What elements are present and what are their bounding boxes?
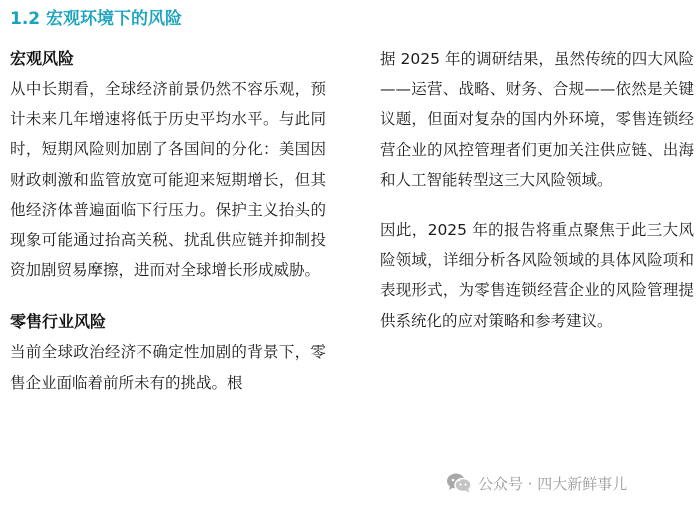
watermark (446, 470, 627, 496)
wechat-icon (446, 472, 472, 494)
report-focus-paragraph: 因此，2025 年的报告将重点聚焦于此三大风险领域，详细分析各风险领域的具体风险项和表现形式，为零售连锁经营企业的风险管理提供系统化的应对策略和参考建议。 (380, 221, 694, 330)
page-header (0, 0, 700, 33)
section-spacer (10, 285, 326, 307)
survey-paragraph: 据 2025 年的调研结果，虽然传统的四大风险——运营、战略、财务、合规——依然是关键议题，但面对复杂的国内外环境，零售连锁经营企业的风控管理者们更加关注供应链、出海和人工智能转型这三大风险领域。 (380, 50, 694, 189)
retail-risk-paragraph: 当前全球政治经济不确定性加剧的背景下，零售企业面临着前所未有的挑战。根 (10, 343, 326, 392)
right-column (380, 44, 694, 336)
paragraph-spacer (380, 195, 694, 215)
macro-risk-paragraph: 从中长期看，全球经济前景仍然不容乐观，预计未来几年增速将低于历史平均水平。与此同时，短期风险则加剧了各国间的分化：美国因财政刺激和监管放宽可能迎来短期增长，但其他经济体普遍面临下行压力。保护主义抬头的现象可能通过抬高关税、扰乱供应链并抑制投资加剧贸易摩擦，进而对全球增长形成威胁。 (10, 80, 326, 280)
watermark-text: 公众号 · 四大新鲜事儿 (478, 474, 628, 493)
macro-risk-heading: 宏观风险 (10, 49, 75, 68)
retail-risk-heading: 零售行业风险 (10, 312, 107, 332)
left-column (10, 44, 326, 398)
section-title: 1.2 宏观环境下的风险 (10, 9, 183, 29)
